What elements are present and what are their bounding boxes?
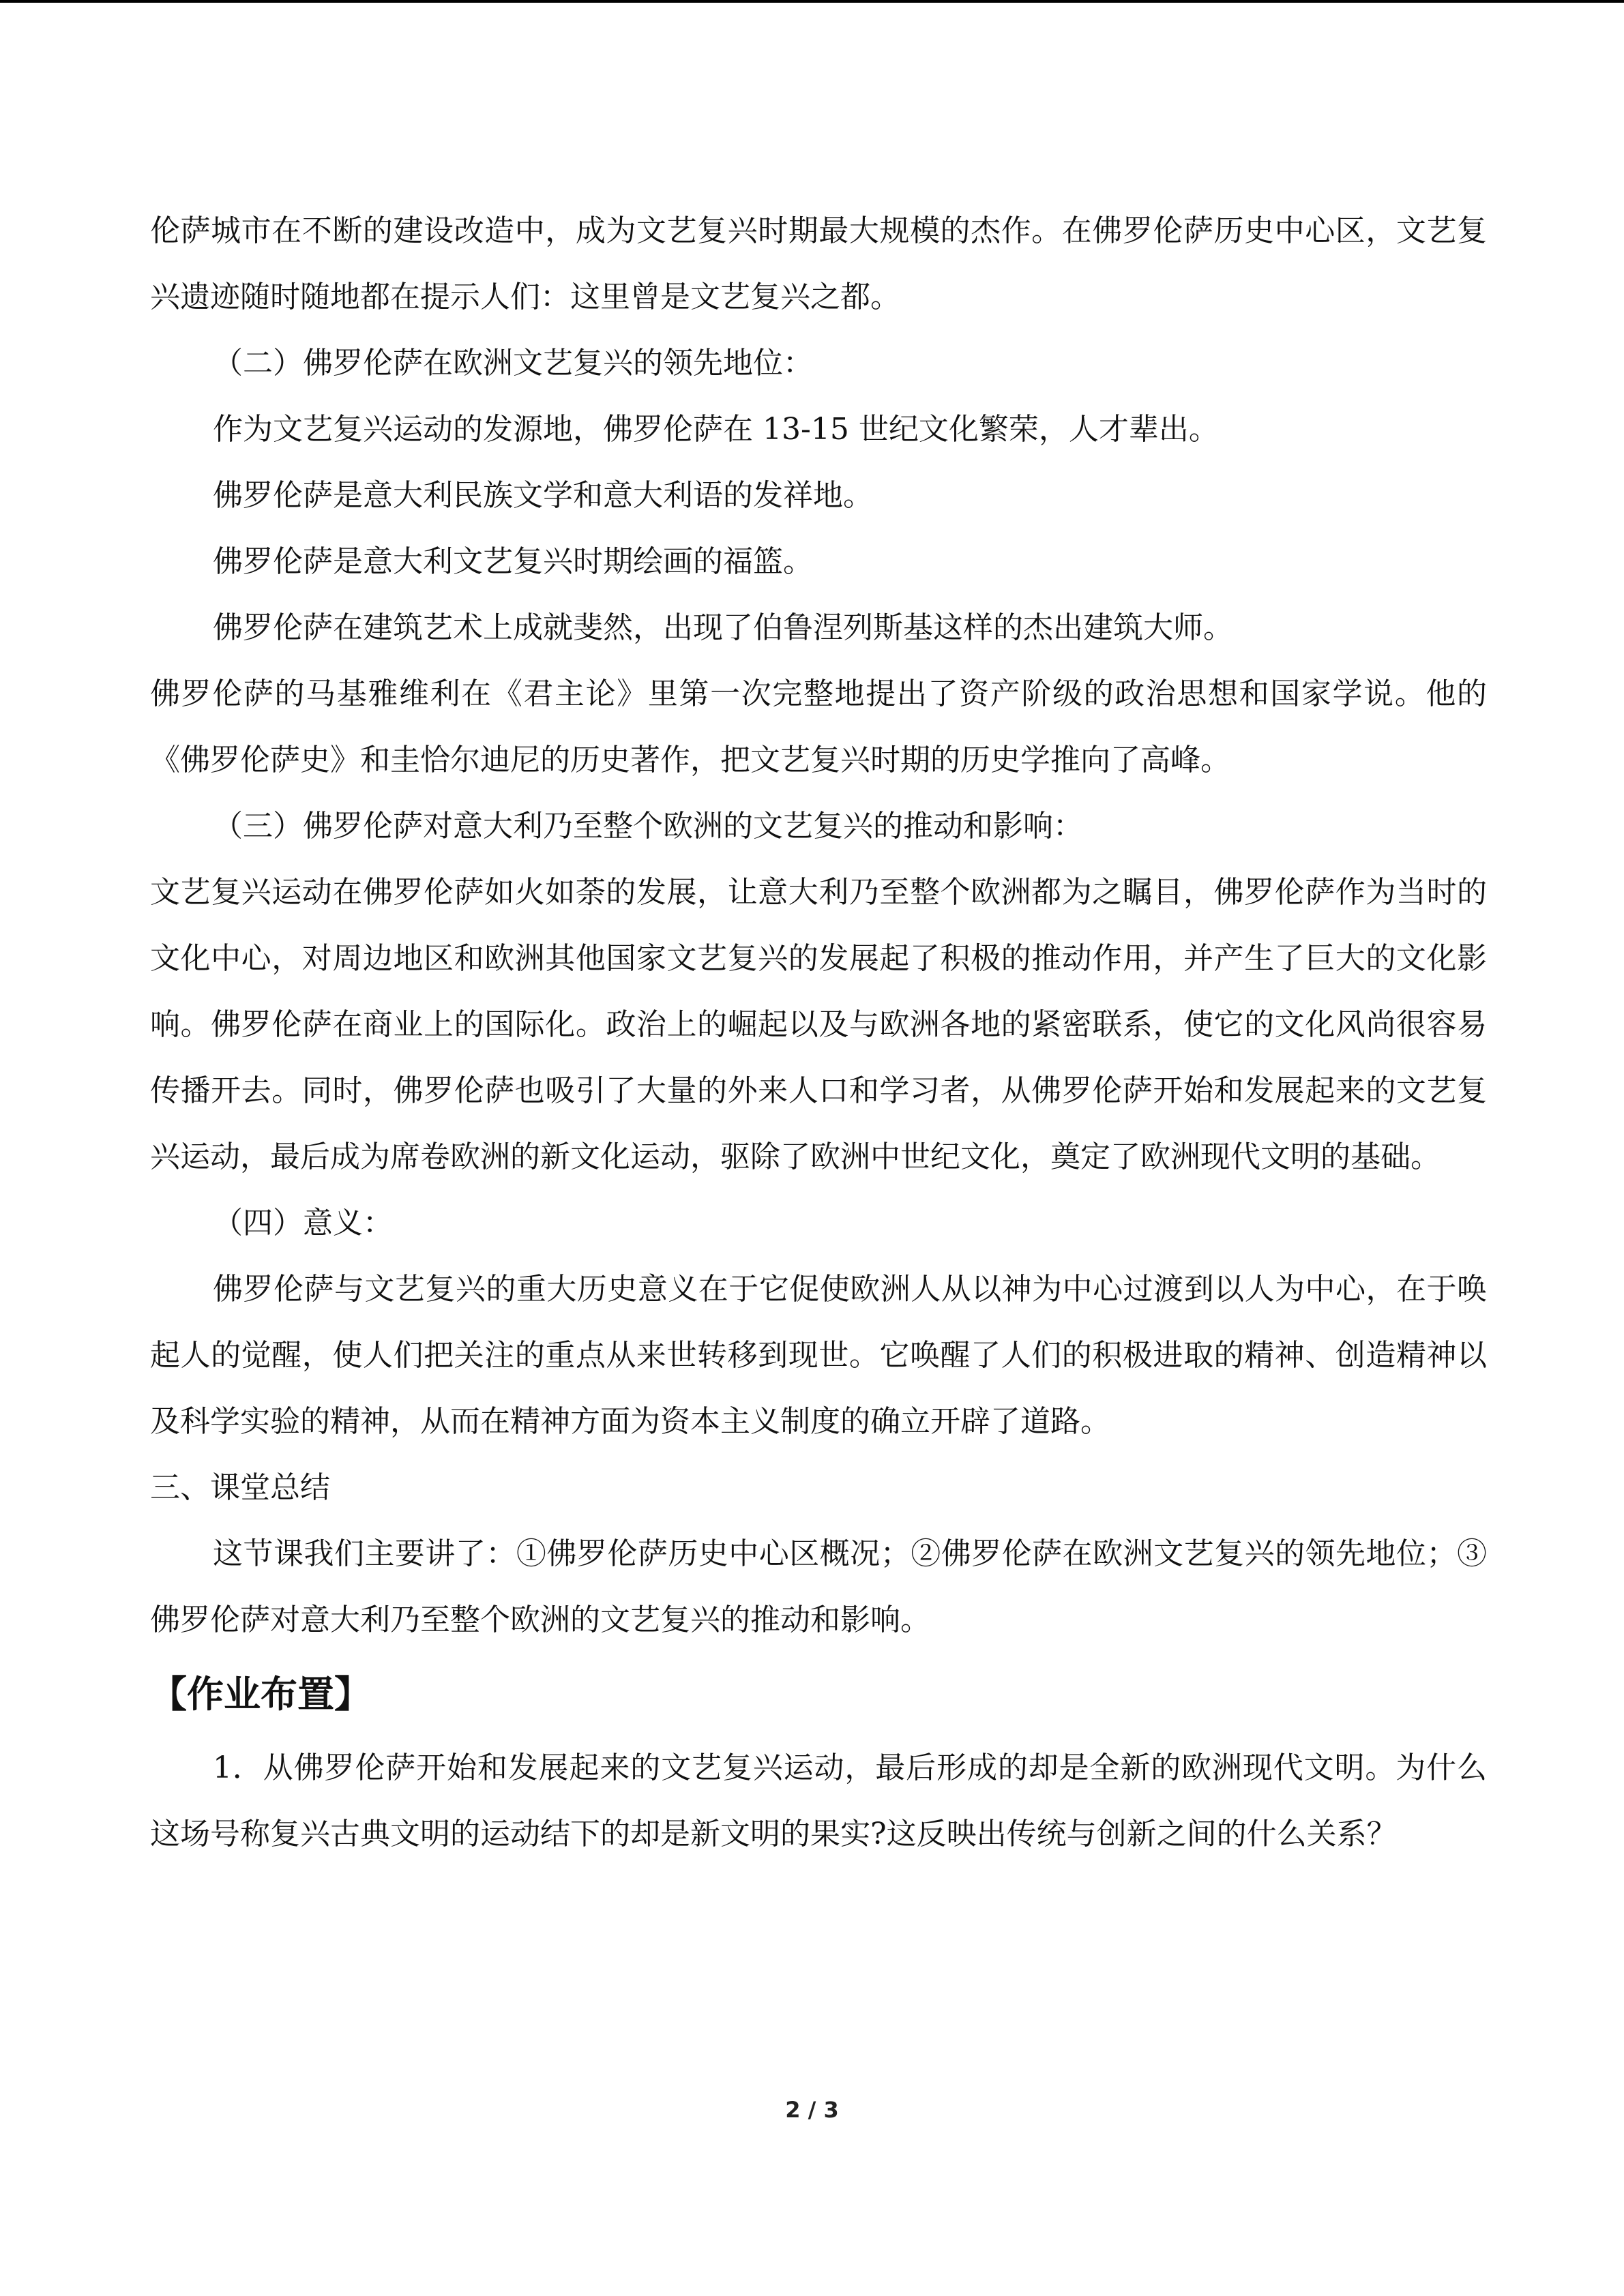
section-heading-leading-position: （二）佛罗伦萨在欧洲文艺复兴的领先地位： [213, 346, 813, 381]
page-number: 2 / 3 [785, 2097, 839, 2123]
paragraph-summary: 这节课我们主要讲了：①佛罗伦萨历史中心区概况；②佛罗伦萨在欧洲文艺复兴的领先地位；③佛罗伦萨对意大利乃至整个欧洲的文艺复兴的推动和影响。 [150, 1536, 1487, 1637]
paragraph-intro: 伦萨城市在不断的建设改造中，成为文艺复兴时期最大规模的杰作。在佛罗伦萨历史中心区，文艺复兴遗迹随时随地都在提示人们：这里曾是文艺复兴之都。 [150, 213, 1487, 314]
homework-question: 1．从佛罗伦萨开始和发展起来的文艺复兴运动，最后形成的却是全新的欧洲现代文明。为什么这场号称复兴古典文明的运动结下的却是新文明的果实?这反映出传统与创新之间的什么关系？ [150, 1750, 1487, 1851]
homework-heading: 【作业布置】 [150, 1673, 371, 1716]
section-heading-significance: （四）意义： [213, 1206, 393, 1240]
paragraph-literature: 佛罗伦萨是意大利民族文学和意大利语的发祥地。 [213, 478, 873, 513]
paragraph-birthplace: 作为文艺复兴运动的发源地，佛罗伦萨在 13-15 世纪文化繁荣，人才辈出。 [213, 412, 1219, 447]
paragraph-machiavelli: 佛罗伦萨的马基雅维利在《君主论》里第一次完整地提出了资产阶级的政治思想和国家学说。他的《佛罗伦萨史》和圭恰尔迪尼的历史著作，把文艺复兴时期的历史学推向了高峰。 [150, 676, 1487, 777]
paragraph-architecture: 佛罗伦萨在建筑艺术上成就斐然，出现了伯鲁涅列斯基这样的杰出建筑大师。 [213, 610, 1233, 645]
section-heading-summary: 三、课堂总结 [150, 1470, 330, 1505]
paragraph-significance: 佛罗伦萨与文艺复兴的重大历史意义在于它促使欧洲人从以神为中心过渡到以人为中心，在于唤起人的觉醒，使人们把关注的重点从来世转移到现世。它唤醒了人们的积极进取的精神、创造精神以及科学实验的精神，从而在精神方面为资本主义制度的确立开辟了道路。 [150, 1272, 1487, 1439]
paragraph-influence: 文艺复兴运动在佛罗伦萨如火如荼的发展，让意大利乃至整个欧洲都为之瞩目，佛罗伦萨作为当时的文化中心，对周边地区和欧洲其他国家文艺复兴的发展起了积极的推动作用，并产生了巨大的文化影响。佛罗伦萨在商业上的国际化。政治上的崛起以及与欧洲各地的紧密联系，使它的文化风尚很容易传播开去。同时，佛罗伦萨也吸引了大量的外来人口和学习者，从佛罗伦萨开始和发展起来的文艺复兴运动，最后成为席卷欧洲的新文化运动，驱除了欧洲中世纪文化，奠定了欧洲现代文明的基础。 [150, 875, 1487, 1174]
section-heading-influence: （三）佛罗伦萨对意大利乃至整个欧洲的文艺复兴的推动和影响： [213, 809, 1083, 844]
document-body [150, 198, 1487, 1867]
paragraph-painting: 佛罗伦萨是意大利文艺复兴时期绘画的福篮。 [213, 544, 813, 579]
top-border-line [0, 0, 1624, 3]
